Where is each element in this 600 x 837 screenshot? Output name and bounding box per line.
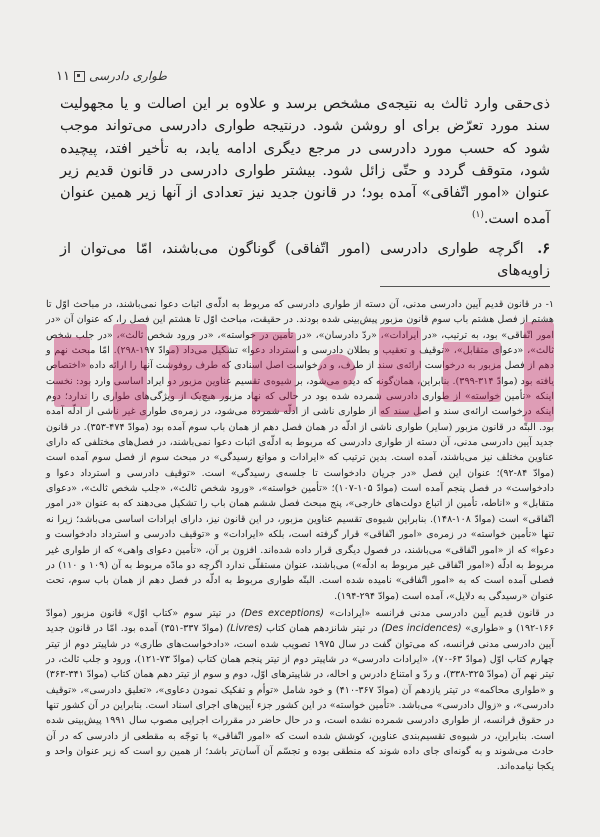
footnote-2: در قانون قدیم آیین دادرسی مدنی فرانسه «ایرادات» (Des exceptions) در تیتر سوم «کتاب اوّل» قانون مزبور (موادّ ۱۶۶-۱۹۲) و «طواری» (Des incidences) در تیتر شانزدهم همان کتاب (Livres) (موادّ ۳۳۷-۳۵۱) آمده بود. امّا در قانون جدید آیین دادرسی مدنی فرانسه، که می‌توان گفت در سال ۱۹۷۵ تصویب شده است، «دادخواست‌های طاری» در شاپیتر دوم از تیتر چهارم کتاب اوّل (موادّ ۶۳-۷۰)، «ایرادات دادرسی» در شاپیتر دوم از تیتر پنجم همان کتاب (موادّ ۷۳-۱۲۱)، ورود و جلب ثالث، در تیتر نهم آن (موادّ ۳۲۵-۳۳۸)، و ردّ و امتناع دادرس و احاله، در شاپیترهای اوّل، دوم و سوم از تیتر دهم همان کتاب (موادّ ۳۴۱-۳۶۳) و «طواری محاکمه» در تیتر یازدهم آن (موادّ ۳۶۷-۴۱۰) و خود شامل «توأم و تفکیک نمودن دعاوی»، «تعلیق دادرسی»، «توقیف دادرسی»، و «زوال دادرسی» می‌باشد. «تأمین خواسته» در این کشور جزء آیین‌های اجرای اسناد است. بنابراین در آن کشور تنها در حقوق فرانسه، از طواری دادرسی شمرده نشده است، و در حال حاضر در مقررات اجرایی مصوب سال ۱۹۹۱ پیش‌بینی شده است. بنابراین، در شیوه‌ی تقسیم‌بندی عناوین، کوشش شده است که «امور اتّفاقی» با توجّه به مقطعی از دادرسی که در آن حادث می‌شوند و به گونه‌ای جای داده شوند که منطقی بوده و تجسّم آن آسان‌تر باشد؛ از همین رو است که زیر عنوان واحد و یکجا نیامده‌اند. xyxy=(46,607,555,773)
main-paragraph xyxy=(60,93,550,231)
main-paragraph-text: ذی‌حقی وارد ثالث به نتیجه‌ی مشخص برسد و علاوه بر این اصالت و یا مجهولیت سند مورد تعرّض برای او روشن شود. درنتیجه طواری دادرسی می‌تواند موجب شود که حسب مورد دادرسی در مرجع دیگری ادامه یابد، به تأخیر افتد، پیچیده شود، متوقف گردد و حتّی زائل شود. بیشتر طواری دادرسی در قانون قدیم زیر عنوان «امور اتّفاقی» آمده بود؛ در قانون جدید نیز تعدادی از آنها زیر همین عنوان آمده است. xyxy=(60,96,550,228)
running-header xyxy=(56,66,256,86)
square-bullet-icon xyxy=(74,71,85,82)
section-text: اگرچه طواری دادرسی (امور اتّفاقی) گوناگون می‌باشند، امّا می‌توان از زاویه‌های xyxy=(60,241,550,279)
page-number: ۱۱ xyxy=(56,68,70,84)
footnote-divider xyxy=(380,286,550,287)
running-title: طواری دادرسی xyxy=(88,69,167,83)
footnotes xyxy=(46,297,554,776)
footnote-reference: (۱) xyxy=(471,210,484,221)
section-6 xyxy=(60,238,550,282)
latin-term: (Des incidences) xyxy=(381,623,462,635)
footnote-1: ۱- در قانون قدیم آیین دادرسی مدنی، آن دسته از طواری دادرسی که مربوط به ادلّه‌ی اثبات دعوا نمی‌باشند، در مباحث اوّل تا هشتم از فصل هشتم باب سوم قانون مزبور پیش‌بینی شده بودند. در حقیقت، مباحث اوّل تا هشتم این فصل را، که عنوان آن «در امور اتّفاقی» بود، به ترتیب، «در ایرادات»، «ردّ دادرسان»، «در تأمین در خواسته»، «در ورود شخص ثالث»، «در جلب شخص ثالث»، «دعوای متقابل»، «توقیف و تعقیب و بطلان دادرسی و استرداد دعوا» تشکیل می‌داد (موادّ ۱۹۷-۲۹۸). امّا مبحث نهم و دهم از فصل مزبور به درخواست ارائه‌ی سند از طرف، و درخواست اصل اسنادی که طرف روفوشت آنها را ارائه داده «اختصاص یافته بود (موادّ ۳۱۴-۳۹۹). بنابراین، همان‌گونه که دیده می‌شود، بر شیوه‌ی تقسیم عناوین مزبور دو ایراد اساسی وارد بود: نخست اینکه «تأمین خواسته» از طواری دادرسی شمرده شده بود در حالی که نهاد مزبور هیچ‌یک از ویژگی‌های طواری را ندارد؛ دوم اینکه درخواست ارائه‌ی سند و اصل سند که از طواری ناشی از ادلّه شمرده می‌شود، در زمره‌ی طواری غیر ناشی از ادلّه آمده بود. البتّه در قانون مزبور (سایر) طواری ناشی از ادلّه در همان فصل دهم از همان باب سوم آمده بود (موادّ ۴۷۴-۳۵۳). در قانون جدید آیین دادرسی مدنی، آن دسته از طواری دادرسی که مربوط به ادلّه‌ی اثبات دعوا نمی‌باشند، در فصل‌های مختلفی که دارای عناوین مختلف نیز می‌باشند، آمده است. بدین ترتیب که «ایرادات و موانع رسیدگی» در مبحث سوم از فصل سوم آمده است (موادّ ۸۴-۹۲)؛ عنوان این فصل «در جریان دادخواست تا جلسه‌ی رسیدگی» است. «توقیف دادرسی و استرداد دعوا و دادخواست» در فصل پنجم آمده است (موادّ ۱۰۵-۱۰۷)؛ «تأمین خواسته»، «ورود شخص ثالث»، «جلب شخص ثالث»، «دعوای متقابل» و «اناطه، تأمین از اتباع دولت‌های خارجی»، پنج مبحث فصل ششم همان باب را تشکیل می‌دهند که به عنوان «در امور اتّفاقی» است (موادّ ۱۰۸-۱۴۸). بنابراین شیوه‌ی تقسیم عناوین مزبور، در این قانون نیز، دارای ایرادات اساسی می‌باشد؛ زیرا نه تنها «تأمین خواسته» در زمره‌ی «امور اتّفاقی» قرار گرفته است، بلکه «ایرادات» و «توقیف دادرسی و استرداد دادخواست و دعوا» که از «امور اتّفاقی» می‌باشند، در فصول دیگری قرار داده شده‌اند. افزون بر آن، «تأمین دعوای واهی» که از طواری غیر مربوط به ادلّه («امور اتّفاقی غیر مربوط به ادلّه») می‌باشند، عنوان مستقلّی ندارد اگرچه دو مادّه مربوط به آن (۱۰۹ و ۱۱۰) در فصلی آمده است که به «امور اتّفاقی» نامیده شده است. البتّه طواری مربوط به ادلّه در فصل دهم از همان باب سوم، تحت عنوان «رسیدگی به دلایل»، آمده است (موادّ ۲۹۴-۱۹۴). xyxy=(46,299,554,602)
latin-term: (Des exceptions) xyxy=(240,607,324,619)
section-number: ۶. xyxy=(537,240,551,257)
latin-term: (Livres) xyxy=(226,623,263,635)
